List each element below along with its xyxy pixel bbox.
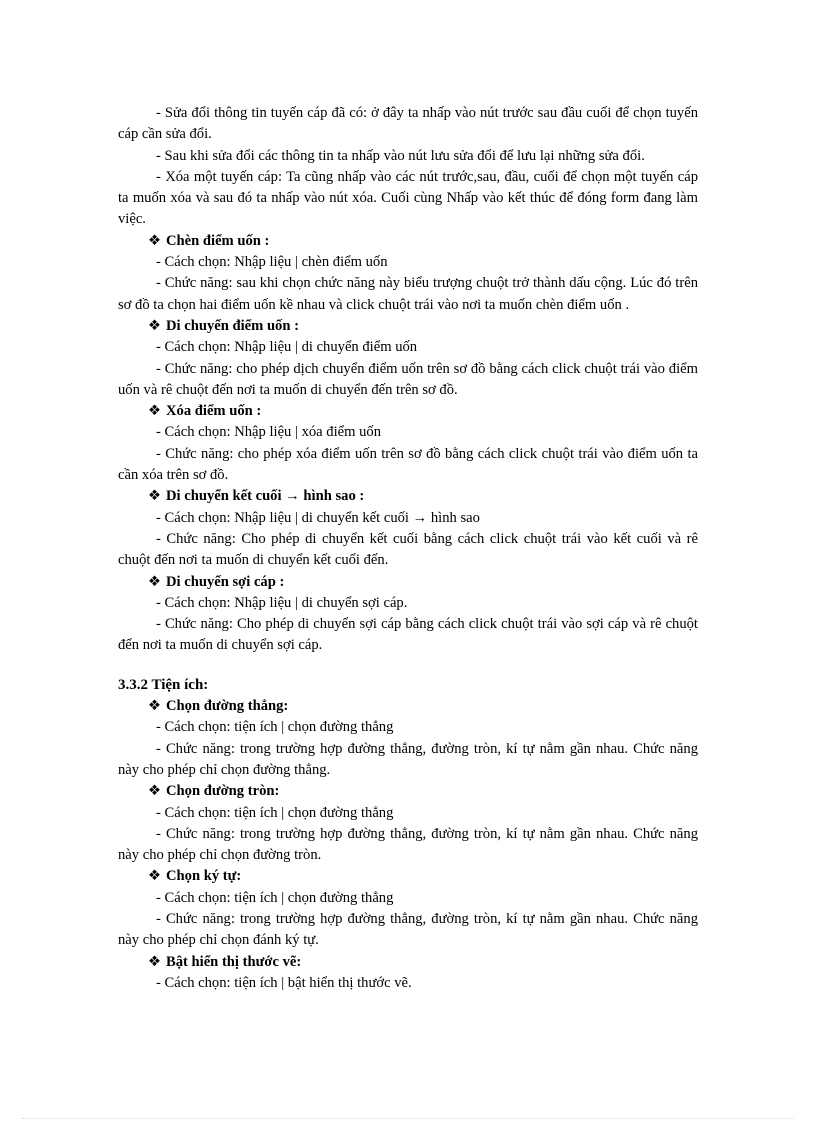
body-paragraph: - Sau khi sửa đổi các thông tin ta nhấp vào nút lưu sửa đổi để lưu lại những sửa đổi. <box>156 147 645 164</box>
diamond-bullet-icon: ❖ <box>148 868 162 885</box>
diamond-bullet-icon: ❖ <box>148 953 162 970</box>
body-paragraph: - Chức năng: cho phép xóa điểm uốn trên sơ đồ bằng cách click chuột trái vào điểm uốn ta cần xóa trên sơ đồ. <box>118 445 698 484</box>
body-paragraph: - Chức năng: cho phép dịch chuyển điểm uốn trên sơ đồ bằng cách click chuột trái vào điểm uốn và rê chuột đến nơi ta muốn di chuyển đến trên sơ đồ. <box>118 360 698 398</box>
bullet-heading-text: Chọn đường tròn: <box>166 783 280 800</box>
bullet-heading-text: Xóa điểm uốn : <box>166 403 262 420</box>
bullet-heading <box>118 401 698 422</box>
body-paragraph: - Cách chọn: Nhập liệu | chèn điểm uốn <box>156 254 388 271</box>
body-paragraph: - Chức năng: trong trường hợp đường thẳng, đường tròn, kí tự nằm gần nhau. Chức năng này cho phép chỉ chọn đường thẳng. <box>118 740 698 778</box>
bullet-heading-text: Di chuyển kết cuối → hình sao : <box>166 488 365 505</box>
diamond-bullet-icon: ❖ <box>148 488 162 505</box>
page-footer-divider <box>22 1118 794 1119</box>
bullet-heading <box>118 781 698 802</box>
body-paragraph: - Cách chọn: tiện ích | bật hiển thị thước vẽ. <box>156 974 412 991</box>
body-paragraph: - Cách chọn: Nhập liệu | di chuyển sợi cáp. <box>156 594 408 611</box>
bullet-heading <box>118 486 698 507</box>
section-heading: 3.3.2 Tiện ích: <box>118 676 209 693</box>
bullet-heading-text: Di chuyển điểm uốn : <box>166 317 299 334</box>
diamond-bullet-icon: ❖ <box>148 783 162 800</box>
bullet-heading <box>118 572 698 593</box>
bullet-heading-text: Bật hiển thị thước vẽ: <box>166 953 302 970</box>
body-paragraph: - Chức năng: Cho phép di chuyển sợi cáp bằng cách click chuột trái vào sợi cáp và rê chuột đến nơi ta muốn di chuyển sợi cáp. <box>118 616 698 654</box>
bullet-heading <box>118 952 698 973</box>
document-page <box>118 103 698 994</box>
body-paragraph: - Cách chọn: tiện ích | chọn đường thẳng <box>156 889 394 906</box>
body-paragraph: - Chức năng: sau khi chọn chức năng này biểu trượng chuột trở thành dấu cộng. Lúc đó trên sơ đồ ta chọn hai điểm uốn kề nhau và click chuột trái vào nơi ta muốn chèn điểm uốn . <box>118 275 698 313</box>
body-paragraph: - Chức năng: trong trường hợp đường thẳng, đường tròn, kí tự nằm gần nhau. Chức năng này cho phép chỉ chọn đánh ký tự. <box>118 910 698 949</box>
body-paragraph: - Cách chọn: Nhập liệu | di chuyển kết cuối → hình sao <box>156 509 480 526</box>
bullet-heading <box>118 866 698 887</box>
bullet-heading-text: Chèn điểm uốn : <box>166 232 270 249</box>
body-paragraph: - Cách chọn: Nhập liệu | xóa điểm uốn <box>156 424 382 441</box>
body-paragraph: - Cách chọn: tiện ích | chọn đường thẳng <box>156 719 394 736</box>
bullet-heading <box>118 696 698 717</box>
bullet-heading <box>118 231 698 252</box>
diamond-bullet-icon: ❖ <box>148 317 162 334</box>
body-paragraph: - Xóa một tuyến cáp: Ta cũng nhấp vào các nút trước,sau, đầu, cuối để chọn một tuyến cáp ta muốn xóa và sau đó ta nhấp vào nút xóa. Cuối cùng Nhấp vào kết thúc để đóng form đang làm việc. <box>118 168 698 228</box>
bullet-heading <box>118 316 698 337</box>
bullet-heading-text: Chọn ký tự: <box>166 868 242 885</box>
diamond-bullet-icon: ❖ <box>148 573 162 590</box>
diamond-bullet-icon: ❖ <box>148 232 162 249</box>
diamond-bullet-icon: ❖ <box>148 698 162 715</box>
body-paragraph: - Cách chọn: tiện ích | chọn đường thẳng <box>156 804 394 821</box>
body-paragraph: - Sửa đổi thông tin tuyến cáp đã có: ở đây ta nhấp vào nút trước sau đầu cuối để chọn tuyến cáp cần sửa đổi. <box>118 105 698 143</box>
body-paragraph: - Cách chọn: Nhập liệu | di chuyển điểm uốn <box>156 339 418 356</box>
bullet-heading-text: Di chuyển sợi cáp : <box>166 573 285 590</box>
bullet-heading-text: Chọn đường thẳng: <box>166 698 289 715</box>
body-paragraph: - Chức năng: Cho phép di chuyển kết cuối bằng cách click chuột trái vào kết cuối và rê chuột đến nơi ta muốn di chuyển kết cuối đến. <box>118 530 698 569</box>
body-paragraph: - Chức năng: trong trường hợp đường thẳng, đường tròn, kí tự nằm gần nhau. Chức năng này cho phép chỉ chọn đường tròn. <box>118 825 698 864</box>
diamond-bullet-icon: ❖ <box>148 403 162 420</box>
